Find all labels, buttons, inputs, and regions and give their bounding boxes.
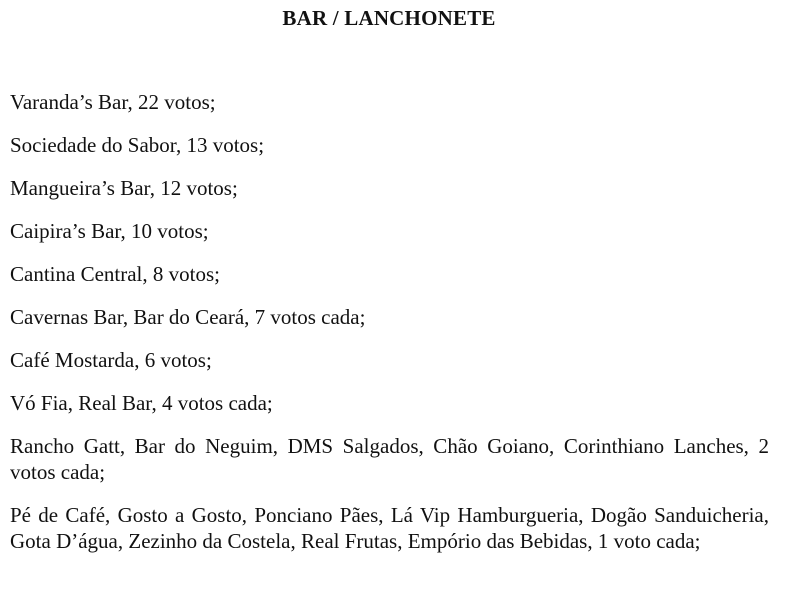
list-item: Mangueira’s Bar, 12 votos; [10, 176, 238, 200]
list-item: Cantina Central, 8 votos; [10, 262, 220, 286]
list-item: Cavernas Bar, Bar do Ceará, 7 votos cada; [10, 305, 366, 329]
list-item: Sociedade do Sabor, 13 votos; [10, 133, 265, 157]
list-item: Vó Fia, Real Bar, 4 votos cada; [10, 391, 273, 415]
document-title: BAR / LANCHONETE [282, 6, 496, 30]
list-item: Caipira’s Bar, 10 votos; [10, 219, 209, 243]
list-item: Pé de Café, Gosto a Gosto, Ponciano Pães, Lá Vip Hamburgueria, Dogão Sanduicheria, Gota D’água, Zezinho da Costela, Real Frutas, Empório das Bebidas, 1 voto cada; [10, 503, 769, 553]
list-item: Varanda’s Bar, 22 votos; [10, 90, 216, 114]
list-item: Café Mostarda, 6 votos; [10, 348, 212, 372]
list-item: Rancho Gatt, Bar do Neguim, DMS Salgados, Chão Goiano, Corinthiano Lanches, 2 votos cada; [10, 434, 769, 484]
vote-list [10, 89, 769, 554]
